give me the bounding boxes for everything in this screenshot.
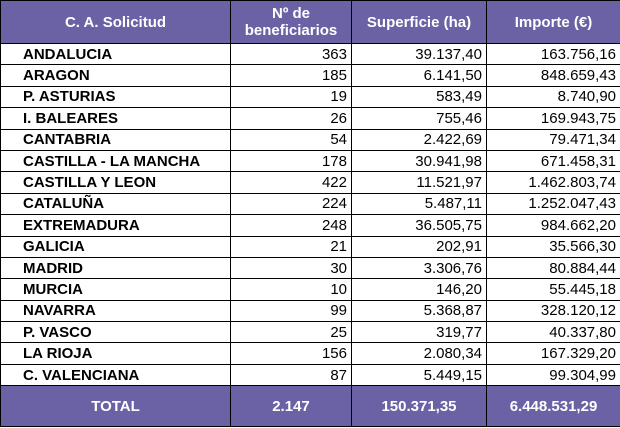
header-row: [1, 1, 620, 44]
surface-cell: 5.368,87: [352, 300, 487, 321]
total-amount: 6.448.531,29: [487, 386, 620, 427]
table-row: [1, 364, 620, 385]
beneficiaries-cell: 30: [231, 257, 352, 278]
table-row: [1, 343, 620, 364]
table-body: [1, 44, 620, 386]
table-row: [1, 65, 620, 86]
region-cell: I. BALEARES: [1, 108, 231, 129]
region-cell: P. ASTURIAS: [1, 86, 231, 107]
region-cell: CATALUÑA: [1, 193, 231, 214]
amount-cell: 55.445,18: [487, 279, 620, 300]
amount-cell: 35.566,30: [487, 236, 620, 257]
table-row: [1, 257, 620, 278]
amount-cell: 984.662,20: [487, 215, 620, 236]
amount-cell: 163.756,16: [487, 44, 620, 65]
amount-cell: 79.471,34: [487, 129, 620, 150]
beneficiaries-cell: 185: [231, 65, 352, 86]
amount-cell: 671.458,31: [487, 150, 620, 171]
region-cell: NAVARRA: [1, 300, 231, 321]
surface-cell: 30.941,98: [352, 150, 487, 171]
beneficiaries-cell: 156: [231, 343, 352, 364]
table-row: [1, 193, 620, 214]
amount-cell: 848.659,43: [487, 65, 620, 86]
total-surface: 150.371,35: [352, 386, 487, 427]
amount-cell: 1.252.047,43: [487, 193, 620, 214]
table-row: [1, 44, 620, 65]
beneficiaries-cell: 87: [231, 364, 352, 385]
surface-cell: 2.422,69: [352, 129, 487, 150]
beneficiaries-cell: 422: [231, 172, 352, 193]
table-row: [1, 129, 620, 150]
surface-cell: 36.505,75: [352, 215, 487, 236]
amount-cell: 99.304,99: [487, 364, 620, 385]
table-row: [1, 215, 620, 236]
surface-cell: 5.487,11: [352, 193, 487, 214]
beneficiaries-cell: 99: [231, 300, 352, 321]
column-header-amount: Importe (€): [487, 1, 620, 44]
surface-cell: 11.521,97: [352, 172, 487, 193]
column-header-beneficiaries: Nº de beneficiarios: [231, 1, 352, 44]
column-header-surface: Superficie (ha): [352, 1, 487, 44]
beneficiaries-cell: 248: [231, 215, 352, 236]
amount-cell: 169.943,75: [487, 108, 620, 129]
region-cell: GALICIA: [1, 236, 231, 257]
region-cell: LA RIOJA: [1, 343, 231, 364]
surface-cell: 146,20: [352, 279, 487, 300]
beneficiaries-cell: 26: [231, 108, 352, 129]
beneficiaries-cell: 10: [231, 279, 352, 300]
region-cell: CANTABRIA: [1, 129, 231, 150]
region-cell: P. VASCO: [1, 322, 231, 343]
beneficiaries-cell: 54: [231, 129, 352, 150]
table-row: [1, 279, 620, 300]
table-row: [1, 86, 620, 107]
table-row: [1, 172, 620, 193]
surface-cell: 6.141,50: [352, 65, 487, 86]
region-cell: ANDALUCIA: [1, 44, 231, 65]
total-row: [1, 386, 620, 427]
surface-cell: 39.137,40: [352, 44, 487, 65]
region-cell: CASTILLA Y LEON: [1, 172, 231, 193]
column-header-region: C. A. Solicitud: [1, 1, 231, 44]
surface-cell: 755,46: [352, 108, 487, 129]
table-row: [1, 108, 620, 129]
beneficiaries-cell: 224: [231, 193, 352, 214]
region-cell: MADRID: [1, 257, 231, 278]
beneficiaries-cell: 19: [231, 86, 352, 107]
total-label: TOTAL: [1, 386, 231, 427]
beneficiaries-cell: 21: [231, 236, 352, 257]
amount-cell: 40.337,80: [487, 322, 620, 343]
table-row: [1, 150, 620, 171]
beneficiaries-cell: 178: [231, 150, 352, 171]
table-row: [1, 236, 620, 257]
beneficiaries-cell: 25: [231, 322, 352, 343]
surface-cell: 5.449,15: [352, 364, 487, 385]
surface-cell: 319,77: [352, 322, 487, 343]
amount-cell: 80.884,44: [487, 257, 620, 278]
region-cell: C. VALENCIANA: [1, 364, 231, 385]
surface-cell: 2.080,34: [352, 343, 487, 364]
surface-cell: 3.306,76: [352, 257, 487, 278]
region-cell: MURCIA: [1, 279, 231, 300]
amount-cell: 8.740,90: [487, 86, 620, 107]
amount-cell: 328.120,12: [487, 300, 620, 321]
table-row: [1, 300, 620, 321]
region-cell: EXTREMADURA: [1, 215, 231, 236]
beneficiaries-cell: 363: [231, 44, 352, 65]
amount-cell: 167.329,20: [487, 343, 620, 364]
region-cell: ARAGON: [1, 65, 231, 86]
amount-cell: 1.462.803,74: [487, 172, 620, 193]
table-row: [1, 322, 620, 343]
surface-cell: 583,49: [352, 86, 487, 107]
region-cell: CASTILLA - LA MANCHA: [1, 150, 231, 171]
total-beneficiaries: 2.147: [231, 386, 352, 427]
surface-cell: 202,91: [352, 236, 487, 257]
